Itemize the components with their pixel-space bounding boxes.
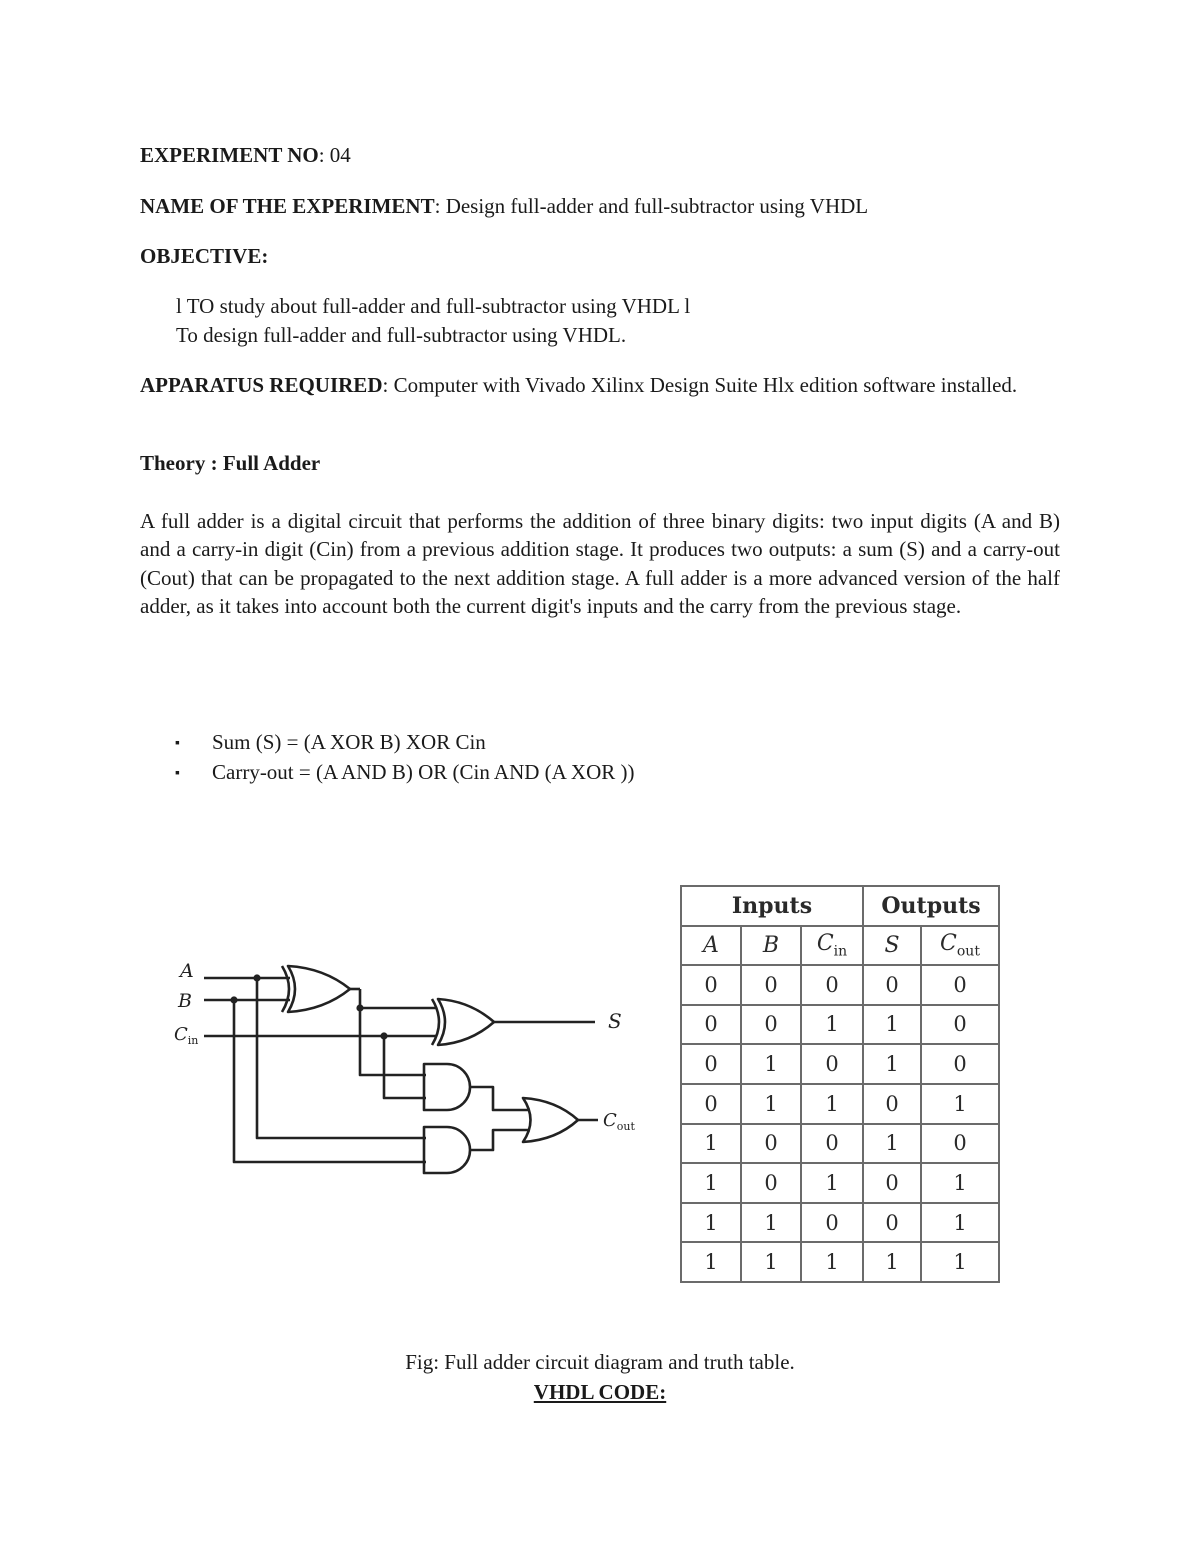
cell-cout: 1 [921, 1084, 999, 1124]
cell-a: 1 [681, 1242, 741, 1282]
objective-line-2: To design full-adder and full-subtractor using VHDL. [176, 323, 627, 347]
cell-s: 1 [863, 1005, 921, 1045]
header-a: A [681, 926, 741, 965]
header-inputs: Inputs [681, 886, 863, 926]
cell-a: 1 [681, 1163, 741, 1203]
cell-cin: 0 [801, 1124, 863, 1164]
experiment-name-label: NAME OF THE EXPERIMENT [140, 194, 435, 218]
header-b: B [741, 926, 801, 965]
cell-cin: 0 [801, 1044, 863, 1084]
objective-heading: OBJECTIVE: [140, 244, 269, 268]
cell-cin: 1 [801, 1163, 863, 1203]
cell-b: 0 [741, 1163, 801, 1203]
cell-a: 0 [681, 1084, 741, 1124]
equation-sum: Sum (S) = (A XOR B) XOR Cin [212, 730, 486, 754]
circuit-label-cin: $C_{in}$ [174, 1024, 199, 1047]
cell-b: 0 [741, 965, 801, 1005]
cell-s: 1 [863, 1124, 921, 1164]
cell-cin: 1 [801, 1084, 863, 1124]
circuit-label-s: S [608, 1009, 622, 1033]
apparatus-value: : Computer with Vivado Xilinx Design Suite Hlx edition software installed. [382, 373, 1018, 397]
circuit-label-a: A [180, 960, 194, 982]
table-row [681, 1163, 999, 1203]
truth-table-column-header [681, 926, 999, 965]
cell-cout: 1 [921, 1163, 999, 1203]
experiment-number-label: EXPERIMENT NO [140, 143, 319, 167]
circuit-label-cout: $C_{out}$ [603, 1110, 635, 1133]
cell-s: 0 [863, 965, 921, 1005]
bullet-icon: ▪ [175, 766, 180, 781]
table-row [681, 965, 999, 1005]
cell-a: 0 [681, 1044, 741, 1084]
apparatus-paragraph [140, 371, 1060, 399]
cell-a: 1 [681, 1203, 741, 1243]
experiment-name-line [140, 192, 868, 220]
cell-a: 0 [681, 1005, 741, 1045]
cell-b: 1 [741, 1084, 801, 1124]
truth-table-group-header [681, 886, 999, 926]
table-row [681, 1124, 999, 1164]
apparatus-label: APPARATUS REQUIRED [140, 373, 383, 397]
equation-carry: Carry-out = (A AND B) OR (Cin AND (A XOR )) [212, 760, 635, 784]
bullet-icon: ▪ [175, 736, 180, 751]
cell-s: 1 [863, 1242, 921, 1282]
experiment-number-value: : 04 [318, 143, 351, 167]
cell-cout: 1 [921, 1242, 999, 1282]
cell-cout: 0 [921, 965, 999, 1005]
cell-s: 0 [863, 1163, 921, 1203]
header-outputs: Outputs [863, 886, 999, 926]
header-s: S [863, 926, 921, 965]
header-cout: $C_{out}$ [921, 926, 999, 965]
cell-b: 0 [741, 1124, 801, 1164]
cell-a: 0 [681, 965, 741, 1005]
header-cin: $C_{in}$ [801, 926, 863, 965]
cell-s: 1 [863, 1044, 921, 1084]
cell-cin: 0 [801, 965, 863, 1005]
cell-cout: 0 [921, 1005, 999, 1045]
cell-cin: 0 [801, 1203, 863, 1243]
cell-s: 0 [863, 1203, 921, 1243]
cell-b: 1 [741, 1203, 801, 1243]
cell-s: 0 [863, 1084, 921, 1124]
theory-heading: Theory : Full Adder [140, 451, 321, 475]
truth-table [680, 885, 1000, 1283]
cell-b: 1 [741, 1242, 801, 1282]
cell-cin: 1 [801, 1242, 863, 1282]
theory-paragraph: A full adder is a digital circuit that performs the addition of three binary digits: two input digits (A and B) and a carry-in digit (Cin) from a previous addition stage. It produces two outputs: a sum (S) and a carry-out (Cout) that can be propagated to the next addition stage. A full adder is a more advanced version of the half adder, as it takes into account both the current digit's inputs and the carry from the previous stage. [140, 509, 1060, 619]
table-row [681, 1005, 999, 1045]
experiment-number-line [140, 141, 351, 169]
table-row [681, 1084, 999, 1124]
cell-b: 1 [741, 1044, 801, 1084]
cell-cout: 0 [921, 1044, 999, 1084]
circuit-label-b: B [178, 990, 192, 1012]
cell-cout: 0 [921, 1124, 999, 1164]
table-row [681, 1242, 999, 1282]
table-row [681, 1044, 999, 1084]
figure-caption: Fig: Full adder circuit diagram and truth table. [405, 1350, 795, 1374]
experiment-name-value: : Design full-adder and full-subtractor using VHDL [434, 194, 869, 218]
objective-line-1: l TO study about full-adder and full-subtractor using VHDL l [176, 294, 691, 318]
cell-cout: 1 [921, 1203, 999, 1243]
cell-a: 1 [681, 1124, 741, 1164]
table-row [681, 1203, 999, 1243]
cell-cin: 1 [801, 1005, 863, 1045]
cell-b: 0 [741, 1005, 801, 1045]
vhdl-code-heading: VHDL CODE: [533, 1380, 667, 1404]
full-adder-circuit-diagram [160, 950, 660, 1180]
